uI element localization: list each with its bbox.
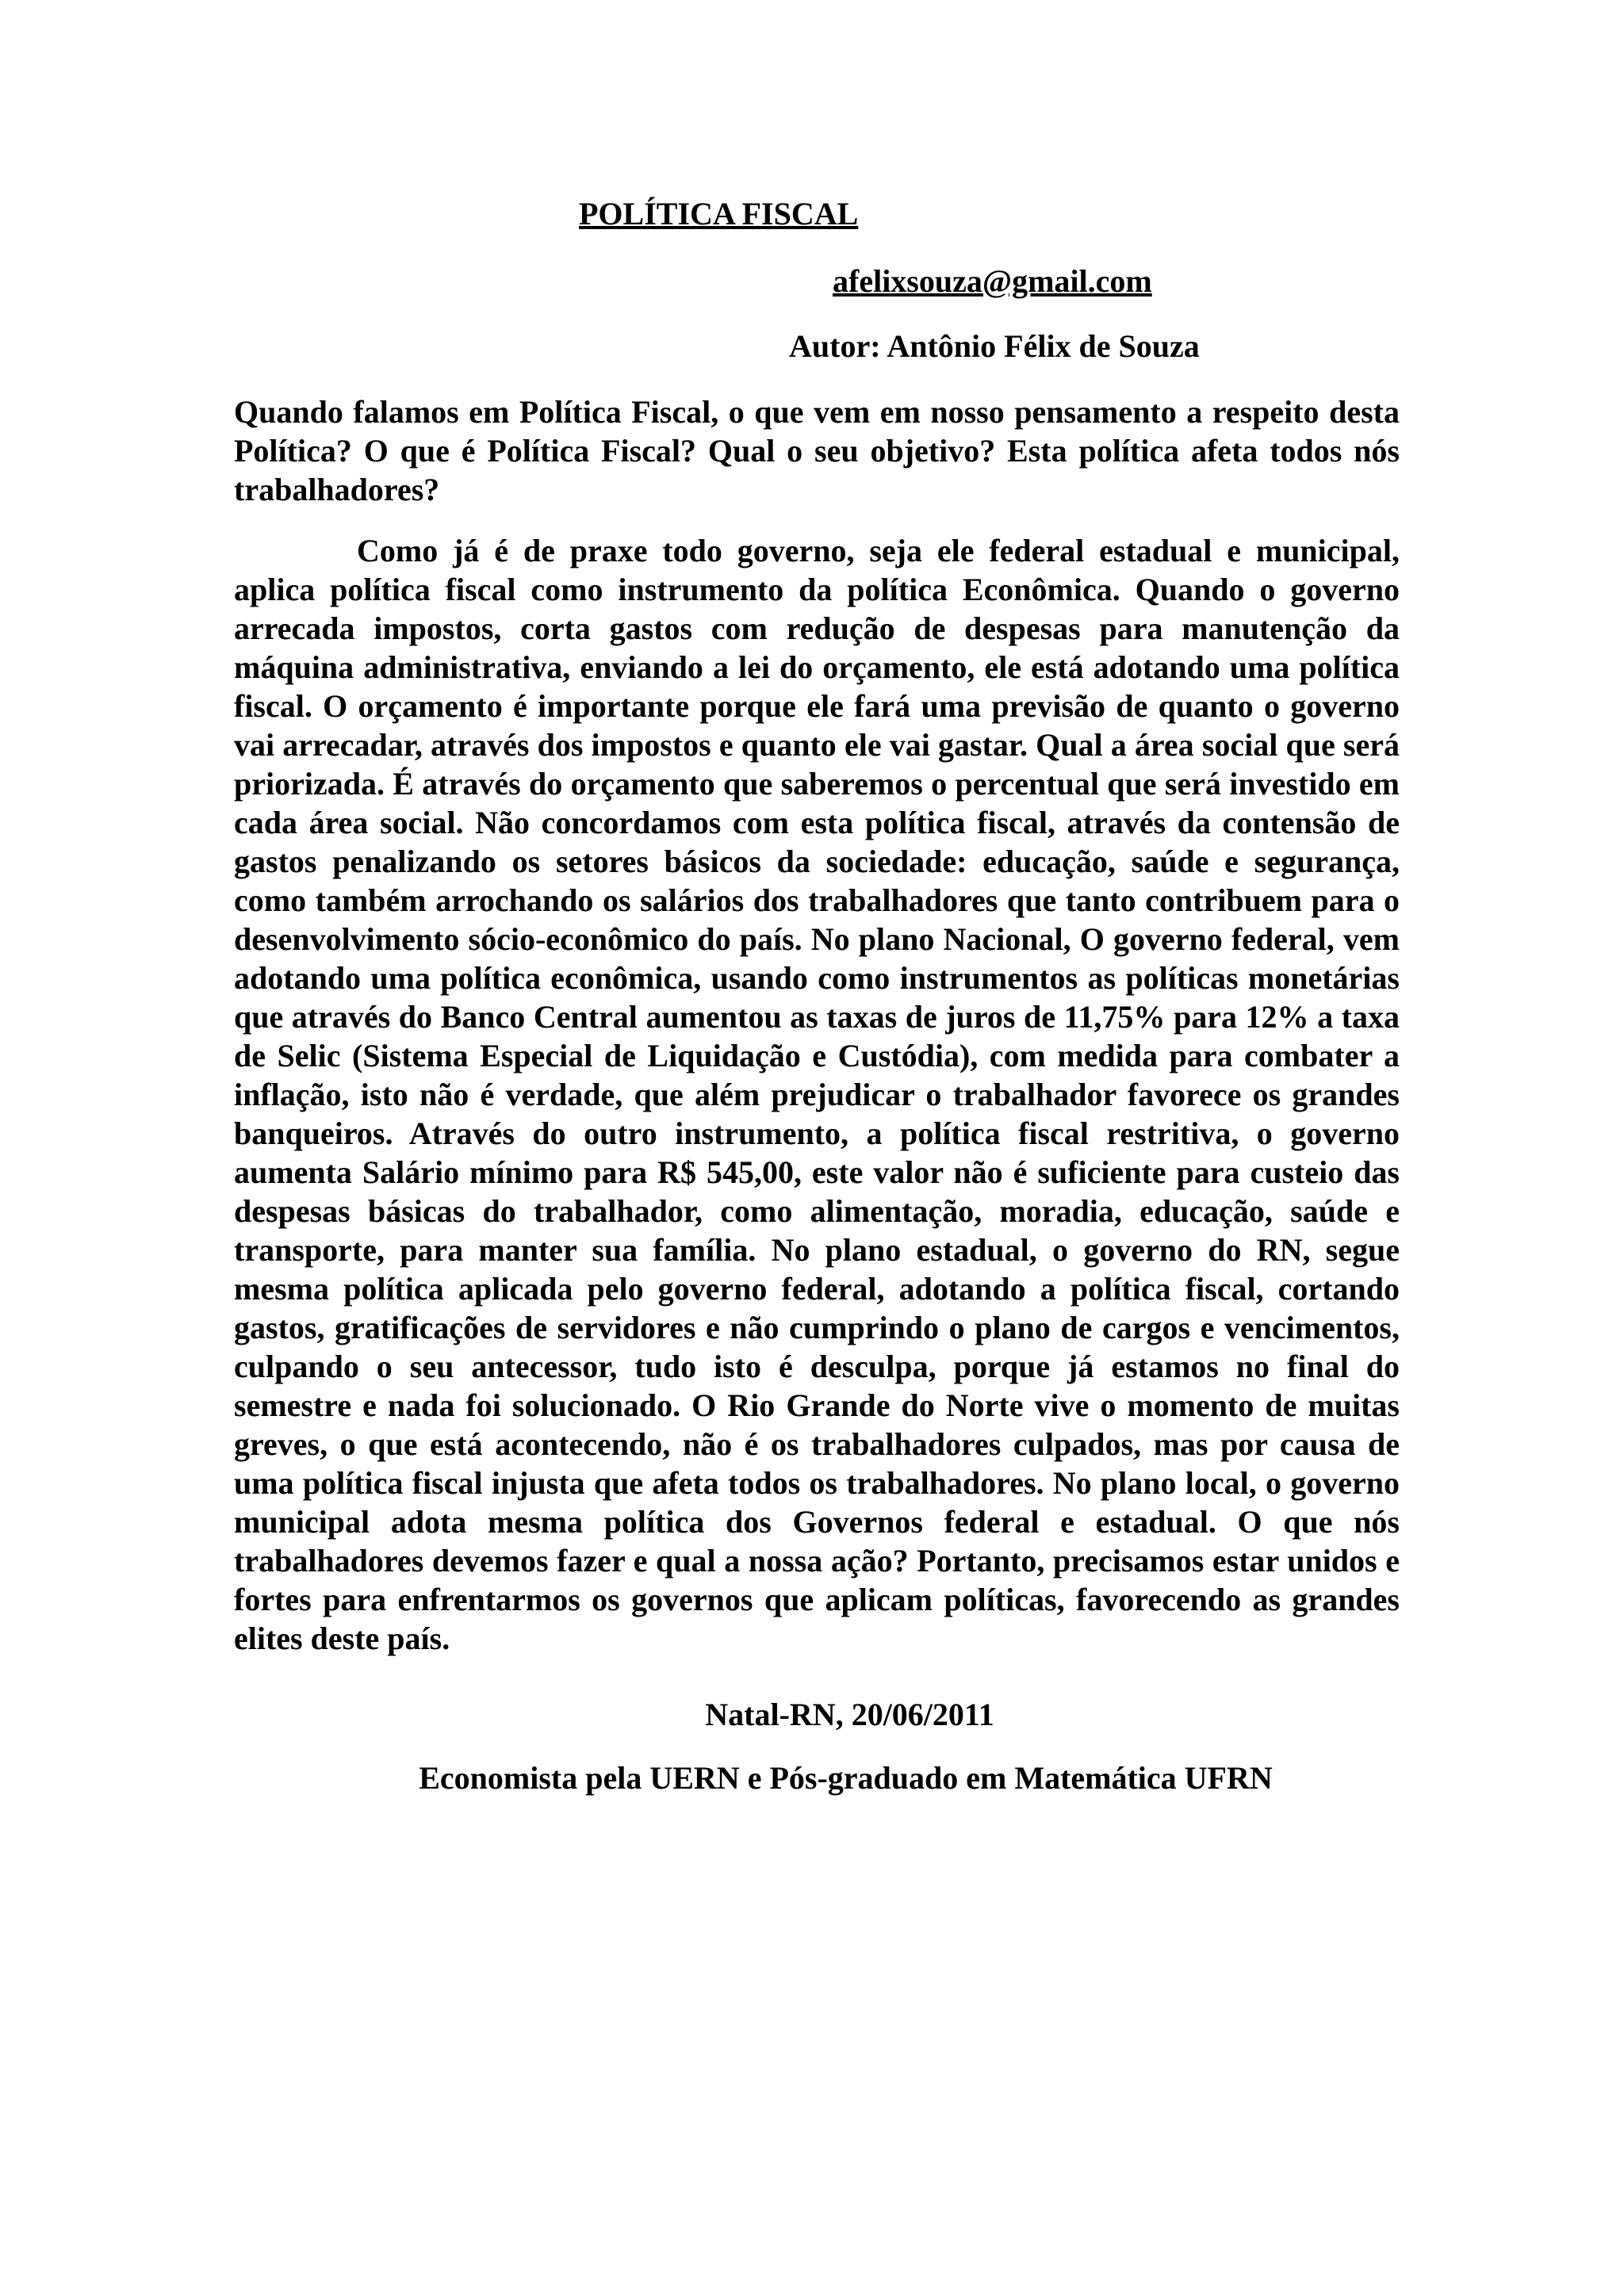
document-title: POLÍTICA FISCAL — [579, 196, 859, 232]
author-email: afelixsouza@gmail.com — [833, 263, 1152, 299]
body-paragraph: Como já é de praxe todo governo, seja ele federal estadual e municipal, aplica política fiscal como instrumento da política Econômica. Quando o governo arrecada impostos, corta gastos com redução de despesas para manutenção da máquina administrativa, enviando a lei do orçamento, ele está adotando uma política fiscal. O orçamento é importante porque ele fará uma previsão de quanto o governo vai arrecadar, através dos impostos e quanto ele vai gastar. Qual a área social que será priorizada. É através do orçamento que saberemos o percentual que será investido em cada área social. Não concordamos com esta política fiscal, através da contensão de gastos penalizando os setores básicos da sociedade: educação, saúde e segurança, como também arrochando os salários dos trabalhadores que tanto contribuem para o desenvolvimento sócio-econômico do país. No plano Nacional, O governo federal, vem adotando uma política econômica, usando como instrumentos as políticas monetárias que através do Banco Central aumentou as taxas de juros de 11,75% para 12% a taxa de Selic (Sistema Especial de Liquidação e Custódia), com medida para combater a inflação, isto não é verdade, que além prejudicar o trabalhador favorece os grandes banqueiros. Através do outro instrumento, a política fiscal restritiva, o governo aumenta Salário mínimo para R$ 545,00, este valor não é suficiente para custeio das despesas básicas do trabalhador, como alimentação, moradia, educação, saúde e transporte, para manter sua família. No plano estadual, o governo do RN, segue mesma política aplicada pelo governo federal, adotando a política fiscal, cortando gastos, gratificações de servidores e não cumprindo o plano de cargos e vencimentos, culpando o seu antecessor, tudo isto é desculpa, porque já estamos no final do semestre e nada foi solucionado. O Rio Grande do Norte vive o momento de muitas greves, o que está acontecendo, não é os trabalhadores culpados, mas por causa de uma política fiscal injusta que afeta todos os trabalhadores. No plano local, o governo municipal adota mesma política dos Governos federal e estadual. O que nós trabalhadores devemos fazer e qual a nossa ação? Portanto, precisamos estar unidos e fortes para enfrentarmos os governos que aplicam políticas, favorecendo as grandes elites deste país. — [234, 533, 1400, 1656]
place-date: Natal-RN, 20/06/2011 — [705, 1697, 994, 1732]
intro-paragraph: Quando falamos em Política Fiscal, o que vem em nosso pensamento a respeito desta Política? O que é Política Fiscal? Qual o seu objetivo? Esta política afeta todos nós trabalhadores? — [234, 394, 1400, 507]
author-name: Autor: Antônio Félix de Souza — [789, 328, 1200, 364]
author-credentials: Economista pela UERN e Pós-graduado em Matemática UFRN — [419, 1760, 1273, 1796]
